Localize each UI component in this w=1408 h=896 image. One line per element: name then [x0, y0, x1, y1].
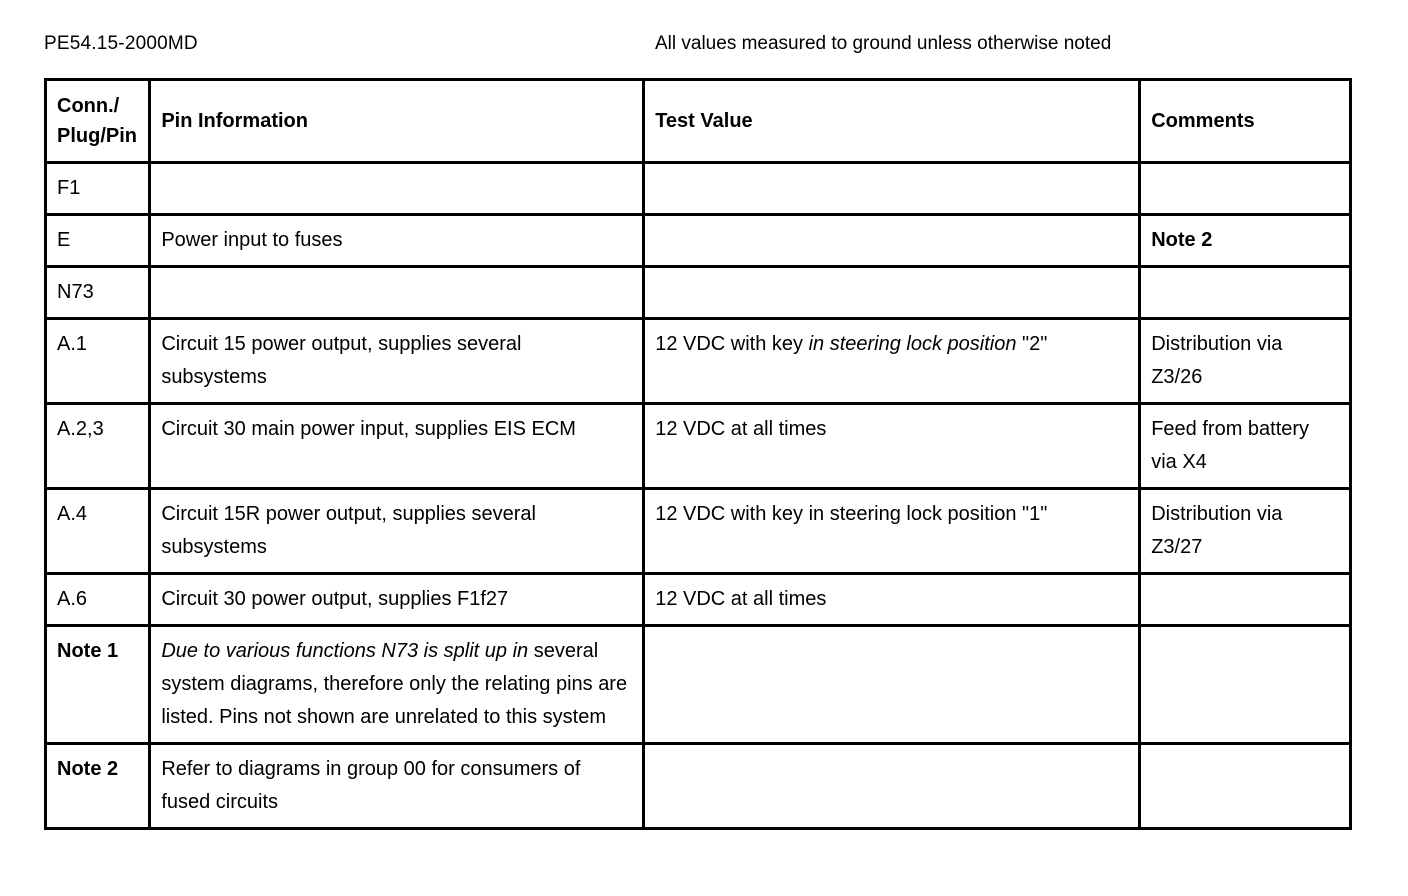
test-value-cell [644, 319, 1140, 404]
test-value-cell [644, 163, 1140, 215]
test-value-cell [644, 744, 1140, 829]
comment-cell [1140, 215, 1351, 267]
table-row [46, 267, 1351, 319]
test-value-cell [644, 626, 1140, 744]
note-text-cell [150, 626, 644, 744]
column-header-test: Test Value [644, 80, 1140, 163]
test-value-text: 12 VDC at all times [655, 588, 827, 610]
note-label: Note 2 [46, 744, 150, 829]
pin-cell: A.6 [46, 574, 150, 626]
note-row [46, 626, 1351, 744]
note-text-italic: Due to various functions N73 is split up in [161, 640, 529, 662]
comment-text: Feed from battery via X4 [1151, 418, 1310, 473]
note-row [46, 744, 1351, 829]
pin-cell: N73 [46, 267, 150, 319]
comment-cell [1140, 319, 1351, 404]
comment-cell [1140, 574, 1351, 626]
note-text-cell [150, 744, 644, 829]
test-value-cell [644, 215, 1140, 267]
note-text: several system diagrams, therefore only the relating pins are listed. Pins not shown are unrelated to this system [161, 640, 628, 728]
test-value-cell [644, 404, 1140, 489]
test-value-cell [644, 489, 1140, 574]
test-value-suffix: "2" [1016, 333, 1048, 355]
table-row [46, 489, 1351, 574]
info-text: Circuit 15R power output, supplies several subsystems [161, 503, 536, 558]
test-value-text: 12 VDC at all times [655, 418, 827, 440]
note-text: Refer to diagrams in group 00 for consumers of fused circuits [161, 758, 581, 813]
pin-cell: A.4 [46, 489, 150, 574]
info-text: Circuit 30 power output, supplies F1f27 [161, 588, 509, 610]
pin-cell: F1 [46, 163, 150, 215]
info-cell [150, 574, 644, 626]
table-row [46, 163, 1351, 215]
info-text: Circuit 30 main power input, supplies EIS ECM [161, 418, 576, 440]
comment-cell [1140, 489, 1351, 574]
column-header-comments: Comments [1140, 80, 1351, 163]
comment-cell [1140, 404, 1351, 489]
column-header-info: Pin Information [150, 80, 644, 163]
comment-cell [1140, 626, 1351, 744]
comment-note-ref: Note 2 [1151, 229, 1213, 251]
test-value-italic: in steering lock position [808, 333, 1017, 355]
comment-cell [1140, 744, 1351, 829]
document-code: PE54.15-2000MD [44, 33, 198, 54]
comment-cell [1140, 267, 1351, 319]
pin-table [44, 78, 1352, 830]
info-cell [150, 404, 644, 489]
test-value-text: 12 VDC with key in steering lock position "1" [655, 503, 1048, 525]
comment-text: Distribution via Z3/26 [1151, 333, 1283, 388]
comment-text: Distribution via Z3/27 [1151, 503, 1283, 558]
pin-cell: A.2,3 [46, 404, 150, 489]
table-header-row [46, 80, 1351, 163]
table-row [46, 215, 1351, 267]
info-cell [150, 215, 644, 267]
pin-cell: E [46, 215, 150, 267]
info-cell [150, 319, 644, 404]
info-cell [150, 163, 644, 215]
table-row [46, 574, 1351, 626]
info-text: Power input to fuses [161, 229, 343, 251]
table-row [46, 319, 1351, 404]
info-text: Circuit 15 power output, supplies several subsystems [161, 333, 522, 388]
pin-cell: A.1 [46, 319, 150, 404]
column-header-pin: Conn./ Plug/Pin [46, 80, 150, 163]
table-row [46, 404, 1351, 489]
info-cell [150, 489, 644, 574]
info-cell [150, 267, 644, 319]
comment-cell [1140, 163, 1351, 215]
test-value-text: 12 VDC with key [655, 333, 809, 355]
note-label: Note 1 [46, 626, 150, 744]
measurement-note: All values measured to ground unless otherwise noted [655, 33, 1112, 54]
test-value-cell [644, 574, 1140, 626]
test-value-cell [644, 267, 1140, 319]
